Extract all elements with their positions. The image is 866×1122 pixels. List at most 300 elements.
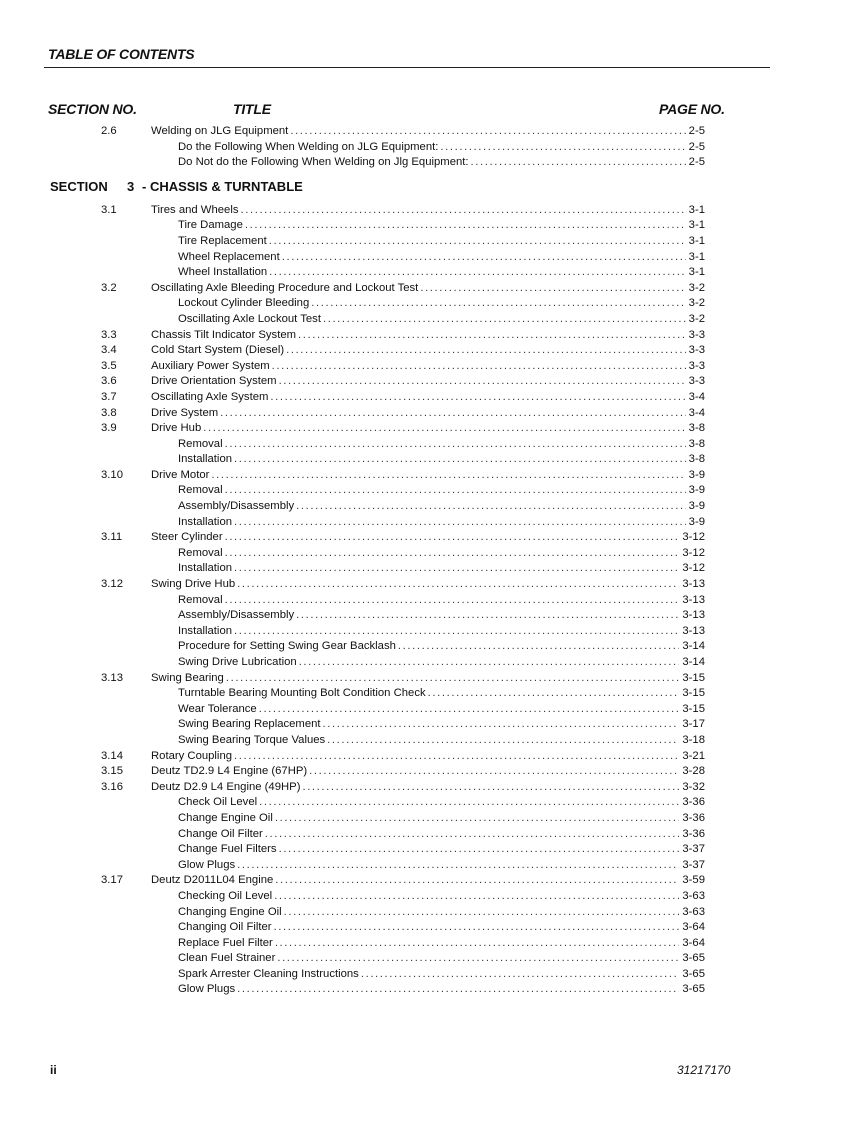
header-rule (44, 67, 770, 68)
toc-entry[interactable] (0, 827, 866, 843)
toc-entry-line (151, 124, 705, 140)
section-title: - CHASSIS & TURNTABLE (142, 178, 303, 194)
toc-entry[interactable] (0, 561, 866, 577)
toc-entry-title: Do the Following When Welding on JLG Equipment: (178, 140, 439, 153)
toc-entry-page: 3-9 (688, 515, 705, 528)
toc-entry-page: 3-13 (682, 609, 705, 622)
toc-entry-line (178, 608, 705, 624)
toc-entry-page: 3-63 (682, 905, 705, 918)
dot-leader (282, 250, 686, 266)
toc-entry-page: 3-12 (682, 546, 705, 559)
toc-entry-page: 3-2 (688, 312, 705, 325)
toc-entry-page: 3-28 (682, 765, 705, 778)
dot-leader (269, 234, 686, 250)
toc-entry-number: 3.7 (101, 390, 117, 403)
toc-entry-number: 2.6 (101, 125, 117, 137)
toc-entry-page: 3-59 (682, 874, 705, 887)
toc-entry[interactable] (0, 468, 866, 484)
toc-entry-line (151, 873, 705, 889)
toc-entry[interactable] (0, 218, 866, 234)
toc-entry-line (151, 281, 705, 297)
toc-entry[interactable] (0, 359, 866, 375)
toc-entry-line (178, 717, 705, 733)
toc-entry-line (178, 296, 705, 312)
toc-entry-line (178, 702, 705, 718)
toc-entry[interactable] (0, 967, 866, 983)
toc-entry-line (151, 671, 705, 687)
toc-entry-title: Swing Bearing Torque Values (178, 733, 326, 746)
dot-leader (275, 936, 680, 952)
dot-leader (272, 359, 686, 375)
dot-leader (226, 671, 680, 687)
toc-entry[interactable] (0, 702, 866, 718)
toc-entry[interactable] (0, 203, 866, 219)
dot-leader (220, 406, 686, 422)
dot-leader (279, 842, 680, 858)
toc-entry-page: 3-3 (688, 344, 705, 357)
dot-leader (234, 624, 679, 640)
toc-entry[interactable] (0, 858, 866, 874)
toc-entry-number: 3.13 (101, 671, 123, 684)
dot-leader (237, 858, 679, 874)
dot-leader (270, 390, 685, 406)
toc-entry[interactable] (0, 624, 866, 640)
toc-entry-page: 3-9 (688, 484, 705, 497)
column-heading-section: SECTION NO. (48, 101, 137, 117)
toc-entry-page: 3-1 (688, 250, 705, 263)
dot-leader (225, 437, 686, 453)
toc-entry-title: Rotary Coupling (151, 749, 233, 762)
toc-entry-title: Installation (178, 562, 233, 575)
dot-leader (211, 468, 685, 484)
toc-entry-page: 3-14 (682, 640, 705, 653)
toc-entry-title: Change Engine Oil (178, 811, 273, 824)
toc-entry-line (151, 328, 705, 344)
dot-leader (302, 780, 679, 796)
toc-entry-page: 3-4 (688, 406, 705, 419)
dot-leader (296, 499, 686, 515)
toc-entry-page: 3-9 (688, 468, 705, 481)
toc-entry-page: 3-65 (682, 983, 705, 996)
dot-leader (290, 124, 685, 140)
toc-entry-title: Tire Replacement (178, 234, 267, 247)
toc-entry-title: Removal (178, 593, 223, 606)
toc-entry-line (178, 234, 705, 250)
toc-entry-title: Wheel Replacement (178, 250, 280, 263)
toc-entry[interactable] (0, 124, 866, 140)
toc-entry-page: 3-1 (688, 266, 705, 279)
toc-entry[interactable] (0, 639, 866, 655)
column-heading-page: PAGE NO. (659, 101, 725, 117)
toc-entry-line (178, 889, 705, 905)
toc-entry-line (178, 905, 705, 921)
section-heading (0, 171, 866, 203)
toc-entry-line (151, 343, 705, 359)
dot-leader (284, 905, 680, 921)
toc-entry-page: 3-12 (682, 531, 705, 544)
toc-entry[interactable] (0, 920, 866, 936)
toc-entry-page: 3-36 (682, 827, 705, 840)
toc-entry-number: 3.3 (101, 328, 117, 341)
section-entries (0, 203, 866, 998)
toc-entry-line (178, 795, 705, 811)
toc-entry-page: 3-8 (688, 437, 705, 450)
toc-entry-title: Wheel Installation (178, 266, 268, 279)
toc-entry-title: Removal (178, 437, 223, 450)
footer-doc-number: 31217170 (677, 1063, 731, 1077)
toc-entry-title: Installation (178, 453, 233, 466)
toc-entry-title: Change Fuel Filters (178, 843, 277, 856)
toc-entry-number: 3.9 (101, 422, 117, 435)
dot-leader (398, 639, 679, 655)
toc-entry[interactable] (0, 905, 866, 921)
dot-leader (428, 686, 680, 702)
toc-entry-page: 3-65 (682, 952, 705, 965)
toc-entry-page: 3-8 (688, 422, 705, 435)
toc-entry-line (178, 811, 705, 827)
toc-entry[interactable] (0, 343, 866, 359)
toc-entry[interactable] (0, 265, 866, 281)
toc-entry-page: 3-3 (688, 328, 705, 341)
toc-entry-line (178, 639, 705, 655)
toc-entry-page: 3-1 (688, 219, 705, 232)
dot-leader (299, 655, 680, 671)
toc-entry-line (178, 546, 705, 562)
toc-entry-title: Changing Engine Oil (178, 905, 282, 918)
toc-entry-page: 3-8 (688, 453, 705, 466)
dot-leader (203, 421, 685, 437)
toc-entry-line (178, 858, 705, 874)
dot-leader (234, 561, 679, 577)
toc-entry-line (151, 530, 705, 546)
dot-leader (296, 608, 679, 624)
toc-entry-title: Auxiliary Power System (151, 359, 270, 372)
toc-entry-page: 3-4 (688, 390, 705, 403)
toc-entry-line (178, 250, 705, 266)
toc-entry[interactable] (0, 780, 866, 796)
toc-entry-title: Deutz TD2.9 L4 Engine (67HP) (151, 765, 308, 778)
dot-leader (275, 811, 680, 827)
toc-entry-line (151, 468, 705, 484)
toc-entry-page: 3-15 (682, 702, 705, 715)
toc-entry-line (178, 951, 705, 967)
dot-leader (298, 328, 686, 344)
dot-leader (237, 577, 679, 593)
dot-leader (259, 795, 679, 811)
toc-entry-number: 3.5 (101, 359, 117, 372)
toc-entry-title: Assembly/Disassembly (178, 500, 295, 513)
toc-entry-title: Cold Start System (Diesel) (151, 344, 285, 357)
toc-entry[interactable] (0, 406, 866, 422)
toc-entry[interactable] (0, 499, 866, 515)
toc-entry-page: 3-36 (682, 796, 705, 809)
toc-entry-page: 3-2 (688, 281, 705, 294)
toc-entry-title: Drive Motor (151, 468, 210, 481)
toc-entry[interactable] (0, 982, 866, 998)
dot-leader (361, 967, 680, 983)
toc-entry-page: 3-3 (688, 375, 705, 388)
toc-entry-line (151, 203, 705, 219)
toc-entry-number: 3.16 (101, 780, 123, 793)
toc-entry[interactable] (0, 749, 866, 765)
dot-leader (327, 733, 679, 749)
toc-entry[interactable] (0, 530, 866, 546)
dot-leader (259, 702, 680, 718)
toc-entry[interactable] (0, 483, 866, 499)
toc-entry-title: Swing Drive Lubrication (178, 656, 297, 668)
dot-leader (234, 749, 679, 765)
toc-entry-title: Oscillating Axle System (151, 390, 269, 403)
page-header-title: TABLE OF CONTENTS (48, 46, 195, 62)
dot-leader (225, 530, 680, 546)
toc-entry-title: Drive Hub (151, 422, 202, 435)
toc-entry-title: Installation (178, 515, 233, 528)
toc-entry-line (178, 561, 705, 577)
toc-entry-page: 3-15 (682, 671, 705, 684)
toc-entry-page: 3-12 (682, 562, 705, 575)
dot-leader (323, 312, 686, 328)
toc-entry-page: 3-9 (688, 500, 705, 513)
toc-entry[interactable] (0, 577, 866, 593)
toc-entry[interactable] (0, 936, 866, 952)
toc-entry[interactable] (0, 328, 866, 344)
section-number: 3 (127, 178, 135, 194)
toc-entry-page: 2-5 (688, 140, 705, 153)
toc-entry[interactable] (0, 421, 866, 437)
dot-leader (279, 374, 686, 390)
toc-entry[interactable] (0, 437, 866, 453)
toc-entry-page: 3-37 (682, 858, 705, 871)
toc-entry-title: Tire Damage (178, 219, 243, 232)
toc-entry[interactable] (0, 795, 866, 811)
toc-entry-page: 3-17 (682, 718, 705, 731)
dot-leader (274, 920, 680, 936)
toc-entry-line (178, 624, 705, 640)
dot-leader (311, 296, 685, 312)
toc-entry-page: 3-1 (688, 234, 705, 247)
toc-entry[interactable] (0, 889, 866, 905)
dot-leader (420, 281, 685, 297)
toc-entry-page: 3-37 (682, 843, 705, 856)
toc-entry-title: Turntable Bearing Mounting Bolt Condition Check (178, 687, 426, 700)
toc-entry-title: Check Oil Level (178, 796, 258, 809)
toc-entry-page: 3-65 (682, 967, 705, 980)
toc-entry-line (151, 390, 705, 406)
dot-leader (286, 343, 686, 359)
toc-entry-title: Swing Drive Hub (151, 578, 236, 591)
toc-entry-line (178, 733, 705, 749)
dot-leader (471, 155, 686, 171)
dot-leader (225, 546, 680, 562)
toc-entry[interactable] (0, 155, 866, 171)
toc-entry-line (178, 140, 705, 156)
dot-leader (309, 764, 679, 780)
toc-entry[interactable] (0, 608, 866, 624)
toc-entry-page: 2-5 (688, 156, 705, 169)
toc-entry[interactable] (0, 234, 866, 250)
toc-entry-line (151, 749, 705, 765)
toc-entry-line (151, 421, 705, 437)
toc-entry-line (151, 374, 705, 390)
toc-entry[interactable] (0, 717, 866, 733)
toc-entry-page: 3-36 (682, 811, 705, 824)
dot-leader (240, 203, 685, 219)
toc-entry-page: 3-2 (688, 297, 705, 310)
toc-entry-line (178, 265, 705, 281)
toc-entry-page: 3-14 (682, 656, 705, 668)
toc-entry-title: Swing Bearing Replacement (178, 718, 321, 731)
toc-entry-title: Welding on JLG Equipment (151, 125, 289, 137)
dot-leader (234, 515, 686, 531)
toc-entry-line (178, 686, 705, 702)
dot-leader (323, 717, 680, 733)
toc-entry-title: Glow Plugs (178, 858, 236, 871)
toc-entry-title: Chassis Tilt Indicator System (151, 328, 297, 341)
toc-entry-page: 3-21 (682, 749, 705, 762)
toc-entry-title: Removal (178, 484, 223, 497)
toc-entry-number: 3.12 (101, 578, 123, 591)
toc-entry-title: Wear Tolerance (178, 702, 257, 715)
toc-entry[interactable] (0, 951, 866, 967)
toc-entry-title: Glow Plugs (178, 983, 236, 996)
toc-entry-line (151, 764, 705, 780)
dot-leader (225, 483, 686, 499)
toc-entry-title: Checking Oil Level (178, 889, 273, 902)
toc-entry-page: 3-32 (682, 780, 705, 793)
section-label: SECTION (50, 178, 108, 194)
toc-entry-title: Drive Orientation System (151, 375, 277, 388)
toc-entry-line (178, 827, 705, 843)
toc-entry[interactable] (0, 452, 866, 468)
toc-entry-line (151, 780, 705, 796)
toc-entry-page: 3-64 (682, 936, 705, 949)
toc-entry-line (178, 920, 705, 936)
toc-entry[interactable] (0, 312, 866, 328)
toc-entry[interactable] (0, 546, 866, 562)
toc-entry-number: 3.6 (101, 375, 117, 388)
toc-entry-line (178, 982, 705, 998)
column-heading-title: TITLE (233, 101, 271, 117)
toc-entry-page: 3-15 (682, 687, 705, 700)
toc-entry-page: 3-13 (682, 578, 705, 591)
toc-entry-page: 3-18 (682, 733, 705, 746)
toc-entry-title: Steer Cylinder (151, 531, 223, 544)
toc-entry-line (178, 936, 705, 952)
table-of-contents (0, 124, 866, 998)
dot-leader (265, 827, 680, 843)
toc-entry-title: Swing Bearing (151, 671, 224, 684)
toc-entry[interactable] (0, 764, 866, 780)
toc-entry-title: Changing Oil Filter (178, 921, 272, 934)
dot-leader (440, 140, 685, 156)
toc-entry-title: Removal (178, 546, 223, 559)
toc-entry-title: Deutz D2011L04 Engine (151, 874, 274, 887)
toc-entry-number: 3.17 (101, 874, 123, 887)
toc-entry[interactable] (0, 140, 866, 156)
toc-entry-title: Lockout Cylinder Bleeding (178, 297, 310, 310)
toc-entry[interactable] (0, 671, 866, 687)
toc-entry-number: 3.11 (101, 531, 123, 544)
toc-entry-title: Installation (178, 624, 233, 637)
toc-entry-page: 3-13 (682, 624, 705, 637)
toc-entry[interactable] (0, 390, 866, 406)
toc-entry-number: 3.2 (101, 281, 117, 294)
toc-entry-title: Assembly/Disassembly (178, 609, 295, 622)
toc-entry-line (178, 452, 705, 468)
toc-entry-page: 3-63 (682, 889, 705, 902)
toc-entry-line (151, 577, 705, 593)
toc-entry-line (178, 483, 705, 499)
toc-entry[interactable] (0, 733, 866, 749)
toc-entry-line (178, 515, 705, 531)
toc-entry-number: 3.14 (101, 749, 123, 762)
toc-entry[interactable] (0, 686, 866, 702)
toc-entry-title: Oscillating Axle Bleeding Procedure and Lockout Test (151, 281, 419, 294)
toc-entry-number: 3.1 (101, 203, 117, 216)
toc-entry[interactable] (0, 374, 866, 390)
toc-entry[interactable] (0, 655, 866, 671)
toc-entry-title: Tires and Wheels (151, 203, 239, 216)
toc-entry[interactable] (0, 873, 866, 889)
toc-entry-line (151, 359, 705, 375)
dot-leader (269, 265, 686, 281)
toc-entry-line (151, 406, 705, 422)
toc-entry[interactable] (0, 811, 866, 827)
toc-entry-title: Clean Fuel Strainer (178, 952, 276, 965)
toc-entry-title: Drive System (151, 406, 219, 419)
toc-entry[interactable] (0, 250, 866, 266)
dot-leader (234, 452, 686, 468)
toc-entry[interactable] (0, 593, 866, 609)
toc-entry-title: Deutz D2.9 L4 Engine (49HP) (151, 780, 301, 793)
toc-entry-number: 3.10 (101, 468, 123, 481)
toc-entry-page: 2-5 (688, 125, 705, 137)
toc-entry-line (178, 593, 705, 609)
toc-entry-page: 3-64 (682, 921, 705, 934)
toc-entry[interactable] (0, 515, 866, 531)
toc-entry-line (178, 155, 705, 171)
toc-entry-number: 3.8 (101, 406, 117, 419)
toc-entry-line (178, 655, 705, 671)
toc-entry-number: 3.15 (101, 765, 123, 778)
toc-entry-title: Oscillating Axle Lockout Test (178, 312, 321, 325)
dot-leader (274, 889, 679, 905)
toc-entry-title: Spark Arrester Cleaning Instructions (178, 967, 359, 980)
toc-entry-title: Procedure for Setting Swing Gear Backlash (178, 640, 396, 653)
dot-leader (275, 873, 679, 889)
dot-leader (237, 982, 679, 998)
toc-entry[interactable] (0, 281, 866, 297)
footer-page-label: ii (50, 1063, 57, 1077)
toc-entry-title: Replace Fuel Filter (178, 936, 273, 949)
dot-leader (277, 951, 679, 967)
toc-entry-page: 3-1 (688, 203, 705, 216)
toc-entry-page: 3-13 (682, 593, 705, 606)
dot-leader (245, 218, 686, 234)
toc-entry[interactable] (0, 296, 866, 312)
toc-entry[interactable] (0, 842, 866, 858)
pre-section-entries (0, 124, 866, 171)
toc-entry-line (178, 437, 705, 453)
dot-leader (225, 593, 680, 609)
toc-entry-number: 3.4 (101, 344, 117, 357)
toc-entry-title: Do Not do the Following When Welding on Jlg Equipment: (178, 156, 469, 169)
toc-entry-line (178, 218, 705, 234)
toc-entry-line (178, 312, 705, 328)
toc-entry-line (178, 842, 705, 858)
toc-entry-title: Change Oil Filter (178, 827, 263, 840)
toc-entry-line (178, 967, 705, 983)
